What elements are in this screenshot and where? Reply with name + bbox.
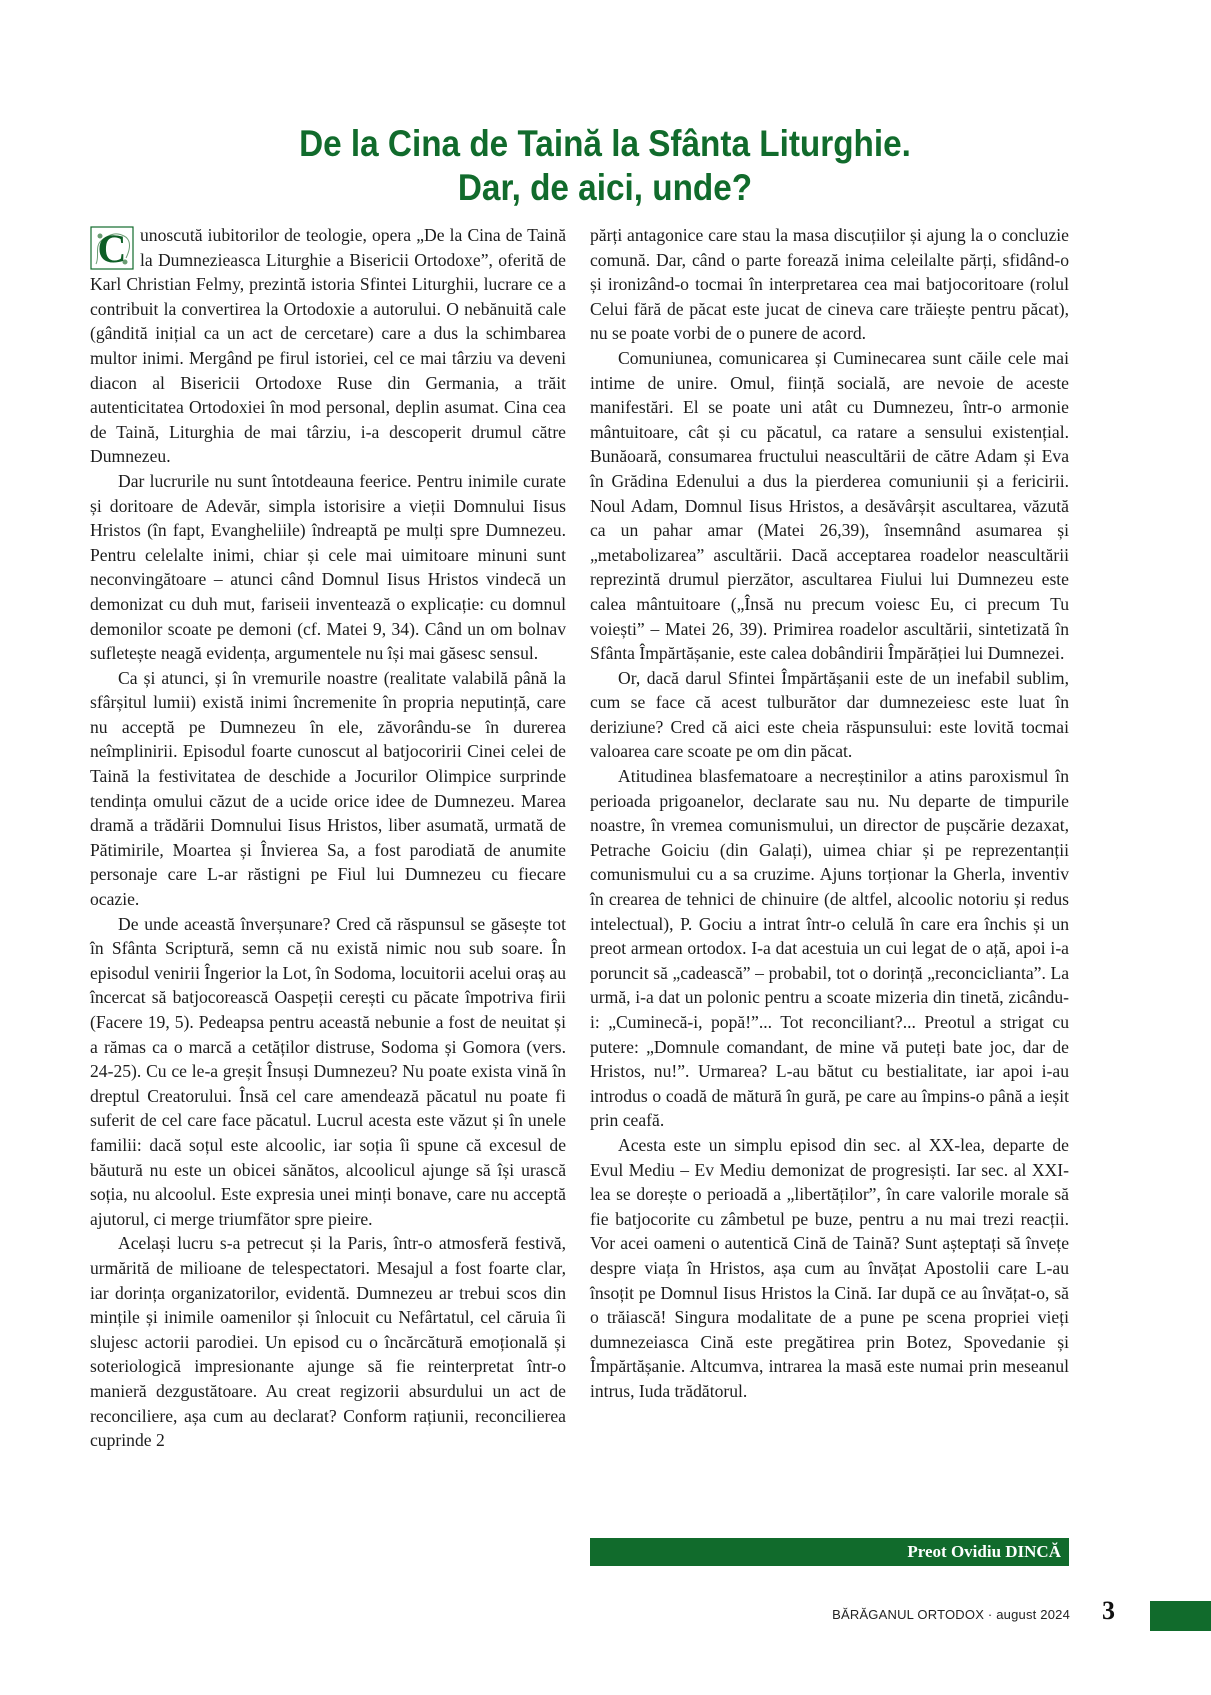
paragraph bbox=[90, 223, 566, 469]
paragraph: Acesta este un simplu episod din sec. al XX-lea, departe de Evul Mediu – Ev Mediu demonizat de progresiști. Iar sec. al XXI-lea se dorește o perioadă a „libertăților”, în care valorile morale să fie batjocorite cu zâmbetul pe buze, pentru a nu mai trezi reacții. Vor acei oameni o autentică Cină de Taină? Sunt așteptați să învețe despre viața în Hristos, așa cum au învățat Apostolii care L-au însoțit pe Domnul Iisus Hristos la Cină. Iar după ce au învățat-o, să o trăiască! Singura modalitate de a pune pe scena propriei vieți dumnezeiasca Cină este pregătirea prin Botez, Spovedanie și Împărtășanie. Altcumva, intrarea la masă este numai prin meseanul intrus, Iuda trădătorul. bbox=[590, 1134, 1069, 1401]
corner-accent-bar bbox=[1150, 1601, 1211, 1631]
author-name: Preot Ovidiu DINCĂ bbox=[907, 1542, 1061, 1561]
page-number: 3 bbox=[1102, 1596, 1115, 1625]
ornamental-dropcap bbox=[90, 226, 134, 270]
author-signature-bar bbox=[590, 1538, 1069, 1566]
paragraph: părți antagonice care stau la masa discuțiilor și ajung la o concluzie comună. Dar, când o parte forează inima celeilalte părți, sfidând-o și ironizând-o tocmai în interpretarea cea mai batjocoritoare (rolul Celui fără de păcat este jucat de cineva care trăiește pentru păcat), nu se poate vorbi de o punere de acord. bbox=[590, 225, 1069, 344]
paragraph: Ca și atunci, și în vremurile noastre (realitate valabilă până la sfârșitul lumii) există inimi încremenite în propria neputință, care nu acceptă pe Dumnezeu în ele, zăvorându-se în durerea neîmplinirii. Episodul foarte cunoscut al batjocoririi Cinei celei de Taină la festivitatea de deschide a Jocurilor Olimpice surprinde tendința omului căzut de a ucide orice idee de Dumnezeu. Marea dramă a trădării Domnului Iisus Hristos, liber asumată, urmată de Pătimirile, Moartea și Învierea Sa, a fost parodiată de anumite personaje care L-ar răstigni pe Fiul lui Dumnezeu cu fiecare ocazie. bbox=[90, 667, 566, 910]
paragraph: Dar lucrurile nu sunt întotdeauna feerice. Pentru inimile curate și doritoare de Adevăr, simpla istorisire a vieții Domnului Iisus Hristos (în fapt, Evangheliile) îndreaptă pe mulți spre Dumnezeu. Pentru celelalte inimi, chiar și cele mai uimitoare minuni sunt neconvingătoare – atunci când Domnul Iisus Hristos vindecă un demonizat cu duh mut, fariseii inventează o explicație: cu domnul demonilor scoate pe demoni (cf. Matei 9, 34). Când un om bolnav sufletește neagă evidența, argumentele nu își mai găsesc sensul. bbox=[90, 470, 566, 664]
article-title bbox=[142, 122, 1069, 210]
paragraph: Comuniunea, comunicarea și Cuminecarea sunt căile cele mai intime de unire. Omul, ființă socială, are nevoie de aceste manifestări. El se poate uni atât cu Dumnezeu, într-o armonie mântuitoare, cât și cu păcatul, ca ratare a sensului existențial. Bunăoară, consumarea fructului neascultării de către Adam și Eva în Grădina Edenului a dus la pierderea comuniunii și a fericirii. Noul Adam, Domnul Iisus Hristos, a desăvârșit ascultarea, văzută ca un pahar amar (Matei 26,39), însemnând asumarea și „metabolizarea” ascultării. Dacă acceptarea roadelor neascultării reprezintă drumul pierzător, ascultarea Fiului lui Dumnezeu este calea mântuitoare („Însă nu precum voiesc Eu, ci precum Tu voiești” – Matei 26, 39). Primirea roadelor ascultării, sintetizată în Sfânta Împărtășanie, este calea dobândirii Împărăției lui Dumnezei. bbox=[590, 347, 1069, 664]
paragraph: Or, dacă darul Sfintei Împărtășanii este de un inefabil sublim, cum se face că acest tulburător dar dumnezeiesc este luat în deriziune? Cred că aici este cheia răspunsului: este lovită tocmai valoarea care scoate pe om din păcat. bbox=[590, 667, 1069, 762]
article-title-line-1: De la Cina de Taină la Sfânta Liturghie. bbox=[299, 123, 911, 164]
dropcap-letter: C bbox=[97, 226, 127, 271]
paragraph: De unde această înverșunare? Cred că răspunsul se găsește tot în Sfânta Scriptură, semn că nu există nimic nou sub soare. În episodul venirii Îngerior la Lot, în Sodoma, locuitorii acelui oraș au încercat să batjocorească Oaspeții cerești cu păcate împotriva firii (Facere 19, 5). Pedeapsa pentru această nebunie a fost de neuitat și a rămas ca o marcă a cetăților distruse, Sodoma și Gomora (vers. 24-25). Cu ce le-a greșit Însuși Dumnezeu? Nu poate exista vină în dreptul Creatorului. Însă cel care amendează păcatul nu poate fi suferit de cel care face păcatul. Lucrul acesta este văzut și în unele familii: dacă soțul este alcoolic, iar soția îi spune că excesul de băutură nu este un obicei sănătos, alcoolicul ajunge să își urască soția, nu alcoolul. Este expresia unei minți bonave, care nu acceptă ajutorul, ci merge triumfător spre pieire. bbox=[90, 913, 566, 1229]
article-title-line-2: Dar, de aici, unde? bbox=[457, 167, 753, 208]
right-text-column bbox=[590, 223, 1069, 1404]
paragraph: Atitudinea blasfematoare a necreștinilor a atins paroxismul în perioada prigoanelor, declarate sau nu. Nu departe de timpurile noastre, în vremea comunismului, un director de pușcărie dezaxat, Petrache Goiciu (din Galați), uimea chiar și pe reprezentanții comunismului cu a sa cruzime. Ajuns torționar la Gherla, inventiv în crearea de tehnici de chinuire (de altfel, alcoolic notoriu și redus intelectual), P. Gociu a intrat într-o celulă în care era închis și un preot armean ortodox. I-a dat acestuia un cui legat de o ață, apoi i-a poruncit să „cadească” – probabil, tot o dorință „reconciclianta”. La urmă, i-a dat un polonic pentru a scoate mizeria din tinetă, zicându-i: „Cuminecă-i, popă!”... Tot reconciliant?... Preotul a strigat cu putere: „Domnule comandant, de mine vă puteți bate joc, dar de Hristos, nu!”. Urmarea? L-au bătut cu bestialitate, iar apoi i-au introdus o coadă de mătură în gură, pe care au împins-o până a ieșit prin ceafă. bbox=[590, 766, 1069, 1131]
paragraph-text: unoscută iubitorilor de teologie, opera „De la Cina de Taină la Dumnezieasca Liturghie a Bisericii Ortodoxe”, oferită de Karl Christian Felmy, prezintă istoria Sfintei Liturghii, lucrare ce a contribuit la convertirea la Ortodoxie a autorului. O nebănuită cale (gândită inițial ca un act de cercetare) care a dus la schimbarea multor inimi. Mergând pe firul istoriei, cel ce mai târziu va deveni diacon al Bisericii Ortodoxe Ruse din Germania, a trăit autenticitatea Ortodoxiei în mod personal, deplin asumat. Cina cea de Taină, Liturghia de mai târziu, i-a descoperit drumul către Dumnezeu. bbox=[90, 225, 566, 467]
left-text-column bbox=[90, 223, 566, 1453]
paragraph: Același lucru s-a petrecut și la Paris, într-o atmosferă festivă, urmărită de milioane de telespectatori. Mesajul a fost foarte clar, iar dorința organizatorilor, evidentă. Dumnezeu ar trebui scos din mințile și inimile oamenilor și înlocuit cu Nefârtatul, cel căruia îi slujesc actorii parodiei. Un episod cu o încărcătură emoțională și soteriologică impresionante ajunge să fie reinterpretat într-o manieră dezgustătoare. Au creat regizorii absurdului un act de reconciliere, așa cum au declarat? Conform rațiunii, reconcilierea cuprinde 2 bbox=[90, 1233, 566, 1451]
publication-footer: BĂRĂGANUL ORTODOX · august 2024 bbox=[832, 1607, 1070, 1622]
